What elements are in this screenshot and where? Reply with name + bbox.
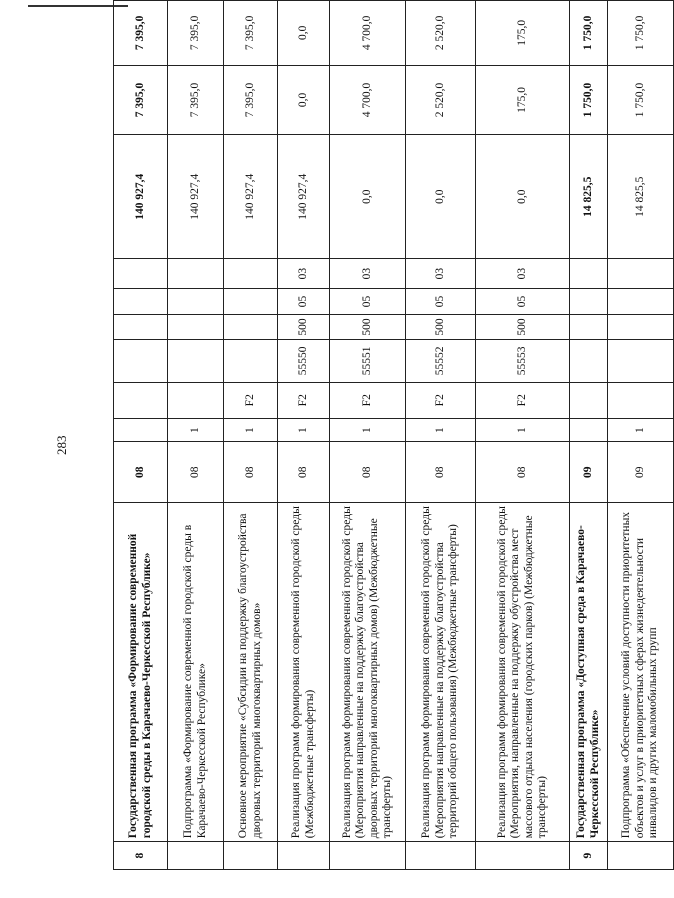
code-project: F2 (224, 382, 278, 418)
row-number (168, 842, 224, 870)
code-subsection: 03 (476, 259, 570, 289)
value-year-1: 14 825,5 (570, 135, 608, 259)
row-description: Подпрограмма «Формирование современной городской среды в Карачаево-Черкесской Республике» (168, 502, 224, 841)
table-row (608, 1, 674, 870)
code-project: F2 (476, 382, 570, 418)
code-subprogram: 1 (608, 418, 674, 442)
value-year-1: 140 927,4 (114, 135, 168, 259)
value-year-1: 0,0 (330, 135, 406, 259)
value-year-2: 0,0 (278, 65, 330, 135)
row-number (224, 842, 278, 870)
row-number (608, 842, 674, 870)
value-year-2: 7 395,0 (114, 65, 168, 135)
code-subsection (608, 259, 674, 289)
code-section (224, 289, 278, 315)
code-program: 08 (406, 442, 476, 503)
code-project: F2 (406, 382, 476, 418)
code-expense-type: 500 (406, 314, 476, 339)
table-row (406, 1, 476, 870)
value-year-3: 7 395,0 (114, 1, 168, 66)
row-description: Государственная программа «Доступная среда в Карачаево-Черкесской Республике» (570, 502, 608, 841)
code-project (168, 382, 224, 418)
value-year-3: 7 395,0 (168, 1, 224, 66)
code-project (114, 382, 168, 418)
code-direction: 55550 (278, 339, 330, 382)
code-subsection (168, 259, 224, 289)
code-program: 08 (224, 442, 278, 503)
code-expense-type: 500 (330, 314, 406, 339)
value-year-2: 175,0 (476, 65, 570, 135)
code-subsection (224, 259, 278, 289)
value-year-1: 140 927,4 (168, 135, 224, 259)
row-description: Подпрограмма «Обеспечение условий доступности приоритетных объектов и услуг в приоритетных сферах жизнедеятельности инвалидов и других маломобильных групп (608, 502, 674, 841)
code-section: 05 (278, 289, 330, 315)
code-expense-type (608, 314, 674, 339)
value-year-1: 0,0 (476, 135, 570, 259)
table-row (114, 1, 168, 870)
row-number: 8 (114, 842, 168, 870)
row-number: 9 (570, 842, 608, 870)
code-project: F2 (330, 382, 406, 418)
value-year-1: 0,0 (406, 135, 476, 259)
code-program: 09 (570, 442, 608, 503)
code-section: 05 (476, 289, 570, 315)
table-row (330, 1, 406, 870)
code-subsection (114, 259, 168, 289)
code-direction (114, 339, 168, 382)
code-subsection (570, 259, 608, 289)
value-year-3: 0,0 (278, 1, 330, 66)
table-row (570, 1, 608, 870)
value-year-2: 1 750,0 (608, 65, 674, 135)
value-year-2: 4 700,0 (330, 65, 406, 135)
row-description: Государственная программа «Формирование современной городской среды в Карачаево-Черкесской Республике» (114, 502, 168, 841)
code-subprogram: 1 (168, 418, 224, 442)
value-year-2: 1 750,0 (570, 65, 608, 135)
code-subprogram: 1 (406, 418, 476, 442)
row-number (406, 842, 476, 870)
value-year-3: 7 395,0 (224, 1, 278, 66)
table-row (224, 1, 278, 870)
code-program: 08 (168, 442, 224, 503)
value-year-2: 7 395,0 (168, 65, 224, 135)
value-year-2: 2 520,0 (406, 65, 476, 135)
table-row (168, 1, 224, 870)
code-program: 08 (114, 442, 168, 503)
code-direction (570, 339, 608, 382)
code-program: 09 (608, 442, 674, 503)
budget-table (113, 0, 674, 870)
code-subprogram: 1 (476, 418, 570, 442)
code-section (168, 289, 224, 315)
code-direction (608, 339, 674, 382)
code-subsection: 03 (330, 259, 406, 289)
code-program: 08 (476, 442, 570, 503)
value-year-3: 175,0 (476, 1, 570, 66)
code-expense-type: 500 (476, 314, 570, 339)
value-year-1: 14 825,5 (608, 135, 674, 259)
row-description: Реализация программ формирования современной городской среды (Мероприятия направленные на поддержку благоустройства дворовых территорий многоквартирных домов) (Межбюджетные трансферты) (330, 502, 406, 841)
code-project: F2 (278, 382, 330, 418)
code-expense-type (168, 314, 224, 339)
code-subprogram (570, 418, 608, 442)
code-section (608, 289, 674, 315)
value-year-3: 1 750,0 (608, 1, 674, 66)
row-description: Реализация программ формирования современной городской среды (Мероприятия направленные на поддержку благоустройства территорий общего пользования) (Межбюджетные трансферты) (406, 502, 476, 841)
code-section (114, 289, 168, 315)
code-program: 08 (278, 442, 330, 503)
table-body (114, 1, 674, 870)
code-direction: 55551 (330, 339, 406, 382)
row-description: Реализация программ формирования современной городской среды (Мероприятия, направленные на поддержку обустройства мест массового отдыха населения (городских парков) (Межбюджетные трансферты) (476, 502, 570, 841)
row-number (278, 842, 330, 870)
code-expense-type: 500 (278, 314, 330, 339)
code-subsection: 03 (278, 259, 330, 289)
code-section (570, 289, 608, 315)
code-program: 08 (330, 442, 406, 503)
code-expense-type (114, 314, 168, 339)
code-direction: 55552 (406, 339, 476, 382)
value-year-3: 4 700,0 (330, 1, 406, 66)
value-year-1: 140 927,4 (278, 135, 330, 259)
code-expense-type (570, 314, 608, 339)
code-section: 05 (406, 289, 476, 315)
code-subsection: 03 (406, 259, 476, 289)
code-direction (168, 339, 224, 382)
code-section: 05 (330, 289, 406, 315)
row-description: Основное мероприятие «Субсидии на поддержку благоустройства дворовых территорий многоквартирных домов» (224, 502, 278, 841)
code-expense-type (224, 314, 278, 339)
code-project (608, 382, 674, 418)
code-subprogram (114, 418, 168, 442)
table-row (476, 1, 570, 870)
code-subprogram: 1 (278, 418, 330, 442)
value-year-3: 2 520,0 (406, 1, 476, 66)
code-subprogram: 1 (330, 418, 406, 442)
code-direction: 55553 (476, 339, 570, 382)
code-subprogram: 1 (224, 418, 278, 442)
row-number (476, 842, 570, 870)
code-direction (224, 339, 278, 382)
code-project (570, 382, 608, 418)
table-row (278, 1, 330, 870)
row-number (330, 842, 406, 870)
value-year-2: 7 395,0 (224, 65, 278, 135)
value-year-3: 1 750,0 (570, 1, 608, 66)
row-description: Реализация программ формирования современной городской среды (Межбюджетные трансферты) (278, 502, 330, 841)
page-number: 283 (54, 435, 69, 455)
value-year-1: 140 927,4 (224, 135, 278, 259)
